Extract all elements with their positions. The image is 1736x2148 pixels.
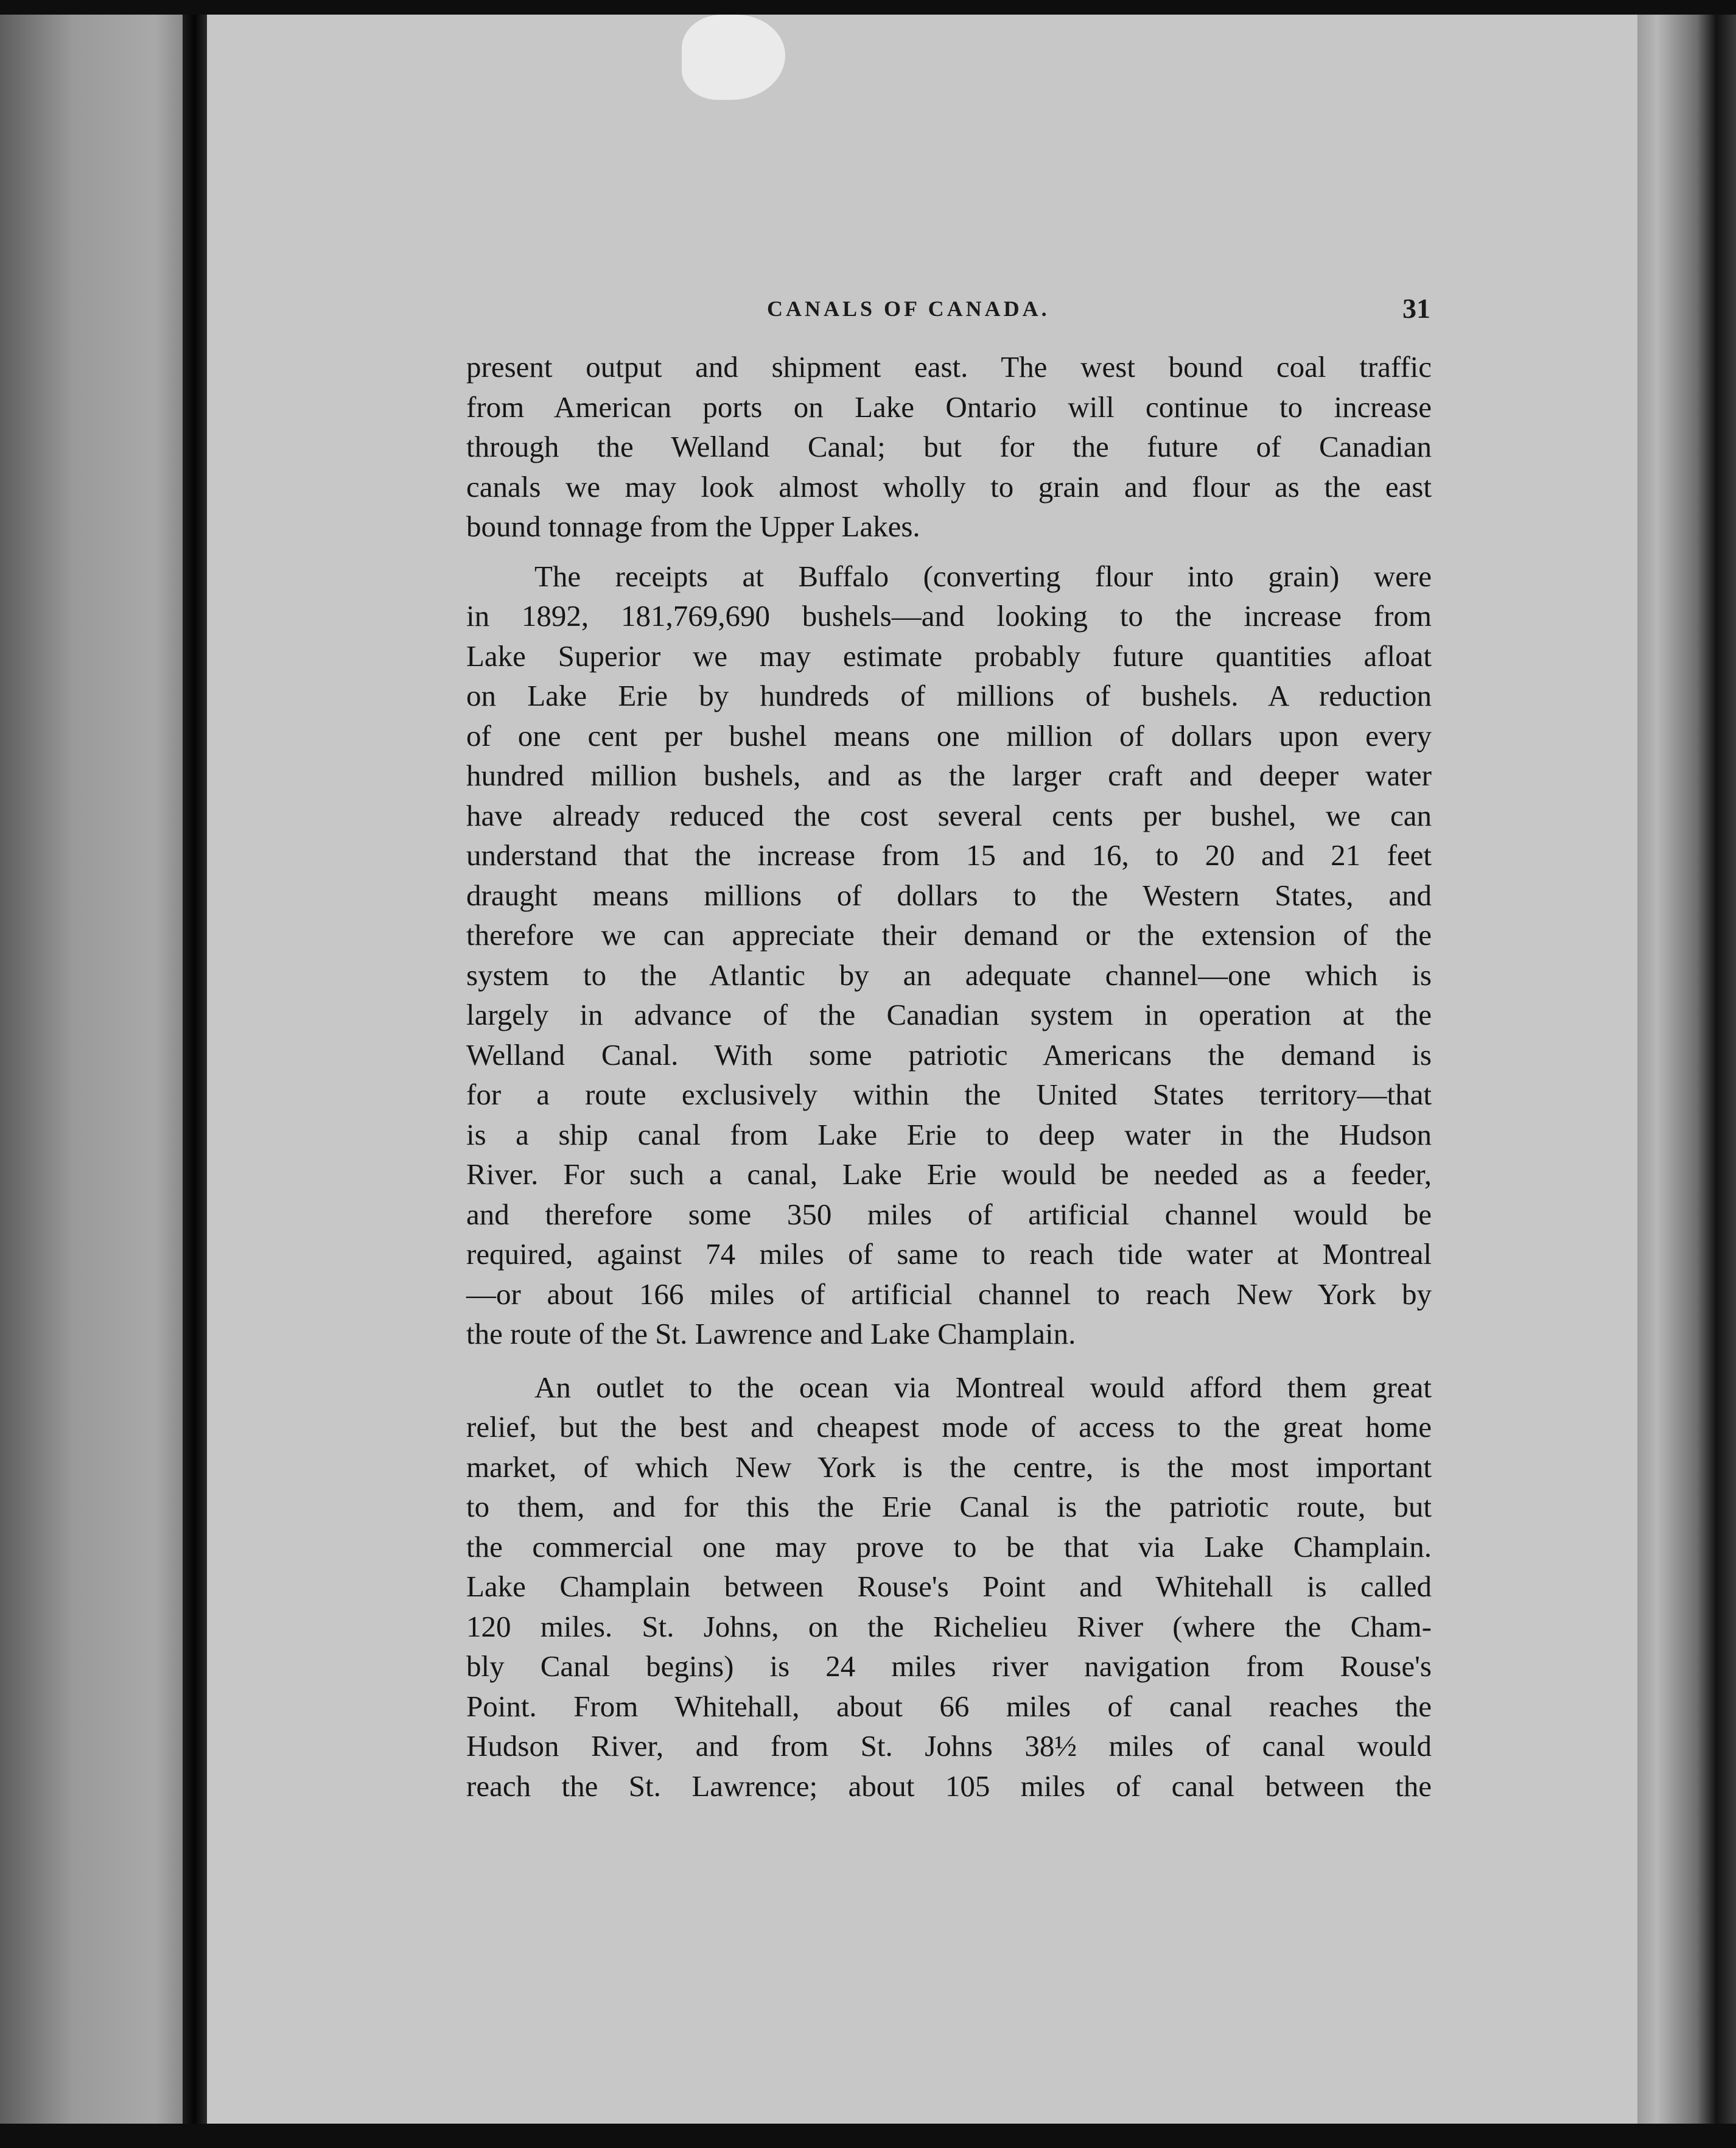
text-line: bound tonnage from the Upper Lakes. bbox=[466, 510, 920, 543]
text-line: Lake Superior we may estimate probably future quantities afloat bbox=[466, 639, 1432, 673]
text-line: The receipts at Buffalo (converting flour into grain) were bbox=[534, 559, 1432, 593]
text-line: understand that the increase from 15 and 16, to 20 and 21 feet bbox=[466, 838, 1432, 872]
paragraph-2 bbox=[466, 556, 1432, 1354]
text-line: An outlet to the ocean via Montreal would afford them great bbox=[534, 1370, 1432, 1404]
text-line: for a route exclusively within the United States territory—that bbox=[466, 1078, 1432, 1111]
text-line: from American ports on Lake Ontario will continue to increase bbox=[466, 390, 1432, 424]
page-header bbox=[767, 292, 1430, 329]
text-line: therefore we can appreciate their demand or the extension of the bbox=[466, 918, 1432, 952]
scan-border-top bbox=[0, 0, 1736, 15]
page-edge-stack bbox=[1637, 0, 1736, 2148]
body-text bbox=[466, 347, 1432, 1806]
text-line: to them, and for this the Erie Canal is the patriotic route, but bbox=[466, 1490, 1432, 1523]
text-line: of one cent per bushel means one million of dollars upon every bbox=[466, 718, 1432, 753]
text-line: Point. From Whitehall, about 66 miles of canal reaches the bbox=[466, 1689, 1432, 1723]
facing-page-edge bbox=[0, 0, 183, 2148]
text-line: reach the St. Lawrence; about 105 miles of canal between the bbox=[466, 1769, 1432, 1803]
text-line: Lake Champlain between Rouse's Point and Whitehall is called bbox=[466, 1570, 1432, 1603]
text-line: market, of which New York is the centre, is the most important bbox=[466, 1450, 1432, 1484]
paragraph-3 bbox=[466, 1367, 1432, 1806]
text-line: relief, but the best and cheapest mode of access to the great home bbox=[466, 1410, 1432, 1444]
text-line: Hudson River, and from St. Johns 38½ miles of canal would bbox=[466, 1729, 1432, 1763]
paragraph-1 bbox=[466, 347, 1432, 547]
text-line: Welland Canal. With some patriotic Americans the demand is bbox=[466, 1037, 1432, 1072]
text-line: and therefore some 350 miles of artificial channel would be bbox=[466, 1197, 1432, 1231]
text-line: in 1892, 181,769,690 bushels—and looking to the increase from bbox=[466, 599, 1432, 633]
text-line: is a ship canal from Lake Erie to deep water in the Hudson bbox=[466, 1117, 1432, 1151]
text-line: largely in advance of the Canadian system in operation at the bbox=[466, 998, 1432, 1031]
text-line: River. For such a canal, Lake Erie would be needed as a feeder, bbox=[466, 1157, 1432, 1191]
text-line: on Lake Erie by hundreds of millions of bushels. A reduction bbox=[466, 679, 1432, 712]
book-gutter bbox=[183, 0, 207, 2148]
text-line: the route of the St. Lawrence and Lake Champlain. bbox=[466, 1317, 1076, 1350]
text-line: 120 miles. St. Johns, on the Richelieu River (where the Cham- bbox=[466, 1609, 1432, 1643]
scan-border-bottom bbox=[0, 2124, 1736, 2148]
text-line: have already reduced the cost several cents per bushel, we can bbox=[466, 798, 1432, 832]
text-line: the commercial one may prove to be that via Lake Champlain. bbox=[466, 1529, 1432, 1564]
text-line: required, against 74 miles of same to reach tide water at Montreal bbox=[466, 1237, 1432, 1271]
page-number: 31 bbox=[1402, 293, 1430, 324]
text-line: present output and shipment east. The west bound coal traffic bbox=[466, 350, 1432, 384]
text-line: bly Canal begins) is 24 miles river navigation from Rouse's bbox=[466, 1649, 1432, 1683]
running-title: CANALS OF CANADA. bbox=[767, 297, 1050, 321]
text-line: hundred million bushels, and as the larger craft and deeper water bbox=[466, 759, 1432, 792]
text-line: draught means millions of dollars to the Western States, and bbox=[466, 878, 1432, 912]
text-line: through the Welland Canal; but for the future of Canadian bbox=[466, 430, 1432, 463]
text-line: canals we may look almost wholly to grain and flour as the east bbox=[466, 469, 1432, 504]
text-line: —or about 166 miles of artificial channel to reach New York by bbox=[466, 1277, 1432, 1311]
text-line: system to the Atlantic by an adequate channel—one which is bbox=[466, 958, 1432, 992]
